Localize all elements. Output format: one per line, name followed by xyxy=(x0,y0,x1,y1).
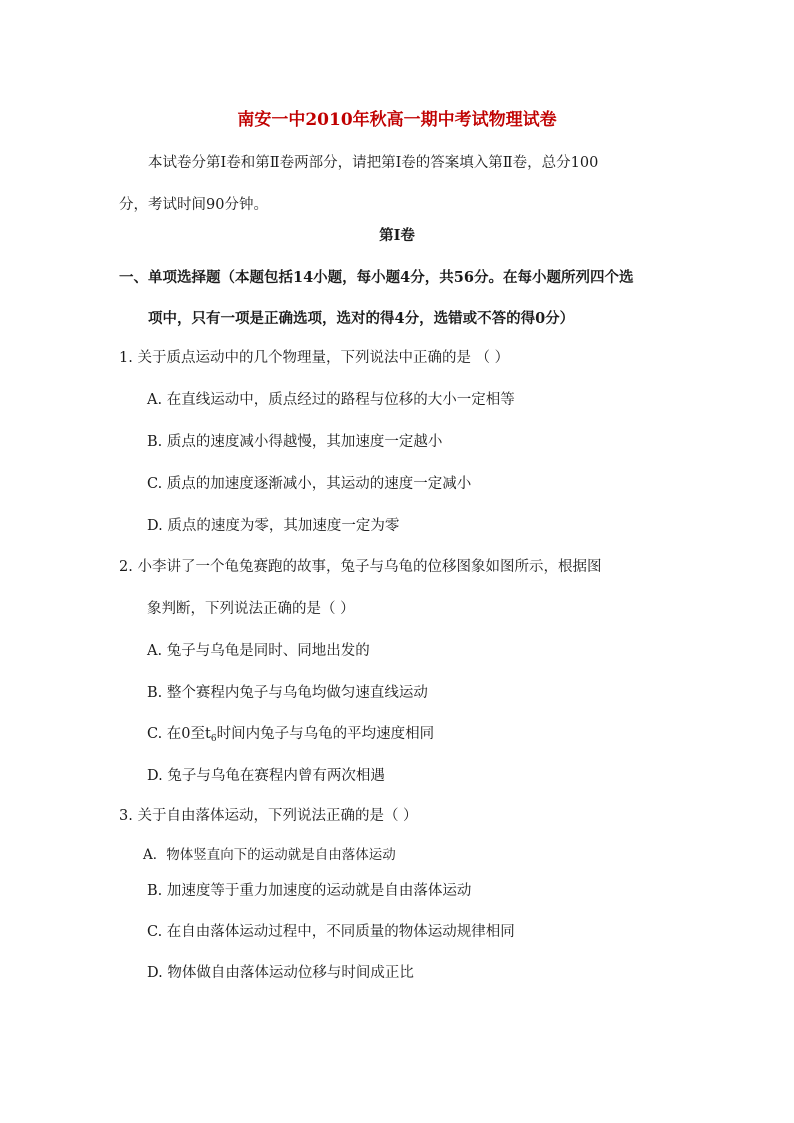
question-1-option-b: B. 质点的速度减小得越慢，其加速度一定越小 xyxy=(147,434,443,450)
question-2-stem-line-1: 2. 小李讲了一个龟兔赛跑的故事，兔子与乌龟的位移图象如图所示，根据图 xyxy=(119,559,602,575)
question-3-option-c: C. 在自由落体运动过程中，不同质量的物体运动规律相同 xyxy=(147,924,515,940)
question-3-option-a: A．物体竖直向下的运动就是自由落体运动 xyxy=(143,847,396,863)
question-2-option-a: A. 兔子与乌龟是同时、同地出发的 xyxy=(147,643,370,659)
page-title: 南安一中2010年秋高一期中考试物理试卷 xyxy=(237,110,557,130)
time-subscript: 6 xyxy=(210,734,217,744)
option-c-prefix: C. 在0至 xyxy=(147,726,206,742)
question-2-option-d: D. 兔子与乌龟在赛程内曾有两次相遇 xyxy=(147,768,385,784)
question-3-stem: 3. 关于自由落体运动，下列说法正确的是（ ） xyxy=(119,808,418,824)
section-heading: 第Ⅰ卷 xyxy=(379,227,415,244)
intro-line-1: 本试卷分第Ⅰ卷和第Ⅱ卷两部分，请把第Ⅰ卷的答案填入第Ⅱ卷，总分100 xyxy=(148,155,599,171)
question-3-option-b: B. 加速度等于重力加速度的运动就是自由落体运动 xyxy=(147,883,472,899)
question-1-stem: 1. 关于质点运动中的几个物理量，下列说法中正确的是 （ ） xyxy=(119,350,510,366)
question-2-stem-line-2: 象判断，下列说法正确的是（ ） xyxy=(147,601,355,617)
question-1-option-a: A. 在直线运动中，质点经过的路程与位移的大小一定相等 xyxy=(147,392,515,408)
intro-line-2: 分，考试时间90分钟。 xyxy=(119,197,268,213)
question-2-option-b: B. 整个赛程内兔子与乌龟均做匀速直线运动 xyxy=(147,685,428,701)
option-c-rest: 时间内兔子与乌龟的平均速度相同 xyxy=(216,726,435,742)
question-2-option-c xyxy=(147,724,434,744)
part1-instructions-line-1: 一、单项选择题（本题包括14小题，每小题4分，共56分。在每小题所列四个选 xyxy=(119,269,634,286)
question-1-option-d: D. 质点的速度为零，其加速度一定为零 xyxy=(147,518,400,534)
time-symbol: t xyxy=(205,726,211,742)
question-1-option-c: C. 质点的加速度逐渐减小，其运动的速度一定减小 xyxy=(147,476,472,492)
part1-instructions-line-2: 项中，只有一项是正确选项，选对的得4分，选错或不答的得0分） xyxy=(148,310,575,327)
question-3-option-d: D. 物体做自由落体运动位移与时间成正比 xyxy=(147,965,414,981)
